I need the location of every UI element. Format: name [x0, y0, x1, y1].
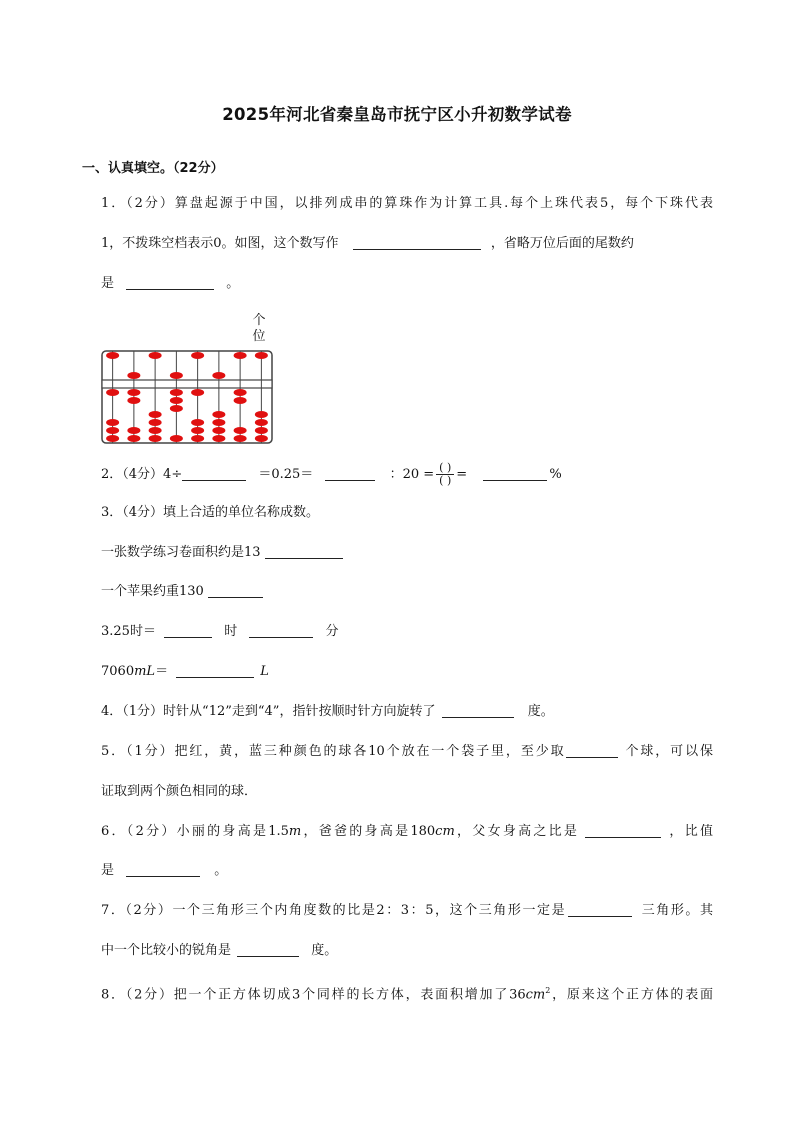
- q7-line2: [101, 941, 713, 961]
- abacus-lower-bead: [234, 389, 247, 396]
- q2-fraction-numerator[interactable]: ( ): [436, 462, 454, 475]
- abacus-upper-bead: [149, 352, 162, 359]
- abacus-lower-bead: [191, 389, 204, 396]
- q2-blank-percent[interactable]: [483, 466, 547, 481]
- abacus-lower-bead: [149, 435, 162, 442]
- q3-line: [101, 503, 713, 523]
- q3-blank-hours[interactable]: [164, 623, 212, 638]
- q7-text-2b: 度。: [311, 943, 338, 958]
- q1-text-2b: ，省略万位后面的尾数约: [490, 236, 634, 251]
- abacus-lower-bead: [234, 427, 247, 434]
- q1-answer-blank-approx[interactable]: [126, 275, 214, 290]
- q6-line1: [101, 822, 713, 842]
- q2-text-percent: %: [549, 467, 562, 482]
- abacus-upper-bead: [127, 372, 140, 379]
- abacus-lower-bead: [127, 397, 140, 404]
- abacus-lower-bead: [212, 411, 225, 418]
- q2-text-d: =: [456, 467, 468, 482]
- q8-text-a: 8．（2分）把一个正方体切成3个同样的长方体，表面积增加了36: [101, 987, 526, 1003]
- q3-text: 3．（4分）填上合适的单位名称成数。: [101, 505, 320, 520]
- q6-text-a: 6．（2分）小丽的身高是1.5: [101, 824, 289, 839]
- q1-text-1: 1．（2分）算盘起源于中国，以排列成串的算珠作为计算工具.每个上珠代表5，每个下珠代表: [101, 196, 713, 211]
- q8-line1: [101, 981, 713, 1005]
- abacus-lower-bead: [191, 435, 204, 442]
- abacus-lower-bead: [106, 427, 119, 434]
- abacus-beam: [102, 380, 272, 388]
- q1-text-3a: 是: [101, 276, 115, 291]
- q7-blank-triangle-type[interactable]: [568, 902, 632, 917]
- q7-text-a: 7．（2分）一个三角形三个内角度数的比是2：3：5，这个三角形一定是: [101, 903, 567, 918]
- q6-text-d: ，比值: [667, 824, 713, 839]
- abacus-lower-bead: [255, 411, 268, 418]
- abacus-lower-bead: [106, 389, 119, 396]
- q3-blank-weight-unit[interactable]: [208, 583, 263, 598]
- q2-text-c: ：20 =: [389, 467, 435, 482]
- abacus-lower-bead: [106, 419, 119, 426]
- q1-line1: [101, 194, 713, 214]
- abacus-lower-bead: [212, 435, 225, 442]
- q1-line2: [101, 234, 713, 254]
- q3-c-line: [101, 622, 713, 642]
- abacus-lower-bead: [170, 435, 183, 442]
- q3-a-line: [101, 543, 713, 563]
- q8-unit-cm: cm: [525, 987, 546, 1003]
- q6-unit-cm: cm: [435, 824, 455, 839]
- abacus-lower-bead: [255, 427, 268, 434]
- page-title: 2025年河北省秦皇岛市抚宁区小升初数学试卷: [222, 105, 572, 124]
- abacus-lower-bead: [255, 435, 268, 442]
- q3-text-d2: ＝: [155, 664, 169, 679]
- abacus-label-wei: 位: [252, 329, 266, 344]
- q3-text-a: 一张数学练习卷面积约是13: [101, 545, 261, 560]
- abacus-upper-bead: [255, 352, 268, 359]
- q5-text-a: 5．（1分）把红，黄，蓝三种颜色的球各10个放在一个袋子里，至少取: [101, 744, 566, 759]
- q6-text-c: ，父女身高之比是: [454, 824, 580, 839]
- q4-text-b: 度。: [527, 704, 554, 719]
- q1-answer-blank-number[interactable]: [353, 235, 481, 250]
- q3-unit-ml: mL: [134, 664, 156, 679]
- q3-text-c2: 时: [224, 624, 238, 639]
- abacus-lower-bead: [170, 389, 183, 396]
- q4-line: [101, 702, 713, 722]
- q8-unit-sup: 2: [545, 986, 551, 995]
- q6-text-2b: 。: [214, 863, 228, 878]
- q3-d-line: [101, 662, 713, 682]
- q2-fraction-denominator[interactable]: ( ): [439, 474, 452, 487]
- q3-text-c1: 3.25时＝: [101, 624, 156, 639]
- abacus-lower-bead: [191, 419, 204, 426]
- q5-blank-count[interactable]: [566, 743, 618, 758]
- q6-unit-m: m: [288, 824, 302, 839]
- q3-text-b: 一个苹果约重130: [101, 584, 204, 599]
- abacus-lower-bead: [255, 419, 268, 426]
- q5-text-b: 个球，可以保: [623, 744, 713, 759]
- q4-text-a: 4．（1分）时针从“12”走到“4”，指针按顺时针方向旋转了: [101, 704, 436, 719]
- q1-text-3b: 。: [226, 276, 240, 291]
- q5-line2: [101, 782, 713, 802]
- abacus-lower-bead: [149, 427, 162, 434]
- abacus-lower-bead: [106, 435, 119, 442]
- abacus-lower-bead: [149, 419, 162, 426]
- q2-line: [101, 462, 713, 487]
- q3-text-c3: 分: [325, 624, 339, 639]
- q5-text-line2: 证取到两个颜色相同的球．: [101, 784, 258, 799]
- q7-text-b: 三角形。其: [640, 903, 713, 918]
- abacus-upper-bead: [212, 372, 225, 379]
- q6-line2: [101, 861, 713, 881]
- q8-text-b: ，原来这个正方体的表面: [550, 987, 713, 1003]
- abacus-lower-bead: [127, 435, 140, 442]
- q2-blank-ratio[interactable]: [325, 466, 375, 481]
- q6-blank-ratio[interactable]: [585, 823, 661, 838]
- q5-line1: [101, 742, 713, 762]
- abacus-frame: [102, 351, 272, 443]
- abacus-lower-bead: [170, 405, 183, 412]
- q6-text-2a: 是: [101, 863, 115, 878]
- q3-blank-area-unit[interactable]: [265, 544, 343, 559]
- abacus-upper-bead: [234, 352, 247, 359]
- q4-blank-degrees[interactable]: [442, 703, 514, 718]
- abacus-lower-bead: [127, 389, 140, 396]
- q3-blank-liters[interactable]: [176, 663, 254, 678]
- q1-line3: [101, 274, 713, 294]
- q3-b-line: [101, 582, 713, 602]
- q2-blank-divisor[interactable]: [182, 466, 246, 481]
- q2-text-a: 2．（4分）4÷: [101, 467, 183, 482]
- abacus-label-ge: 个: [252, 313, 266, 328]
- abacus-lower-bead: [127, 427, 140, 434]
- section-heading-fill-in: 一、认真填空。（22分）: [82, 161, 224, 176]
- abacus-figure: [101, 310, 273, 444]
- q6-text-b: ，爸爸的身高是180: [301, 824, 436, 839]
- abacus-body: [102, 351, 272, 443]
- abacus-lower-bead: [234, 397, 247, 404]
- abacus-upper-bead: [170, 372, 183, 379]
- abacus-lower-bead: [149, 411, 162, 418]
- abacus-upper-bead: [191, 352, 204, 359]
- abacus-upper-bead: [106, 352, 119, 359]
- abacus-lower-bead: [170, 397, 183, 404]
- q3-blank-minutes[interactable]: [249, 623, 313, 638]
- q7-text-2a: 中一个比较小的锐角是: [101, 943, 232, 958]
- abacus-lower-bead: [191, 427, 204, 434]
- q3-text-d1: 7060: [101, 664, 135, 679]
- abacus-lower-bead: [234, 435, 247, 442]
- q7-blank-angle[interactable]: [237, 942, 299, 957]
- abacus-lower-bead: [212, 427, 225, 434]
- q2-fraction: [436, 462, 454, 487]
- q7-line1: [101, 901, 713, 921]
- q1-text-2a: 1，不拨珠空档表示0。如图，这个数写作: [101, 236, 339, 251]
- q6-blank-ratio-value[interactable]: [126, 862, 200, 877]
- q2-text-b: ＝0.25＝: [258, 467, 314, 482]
- abacus-lower-bead: [212, 419, 225, 426]
- q3-unit-l: L: [260, 664, 269, 679]
